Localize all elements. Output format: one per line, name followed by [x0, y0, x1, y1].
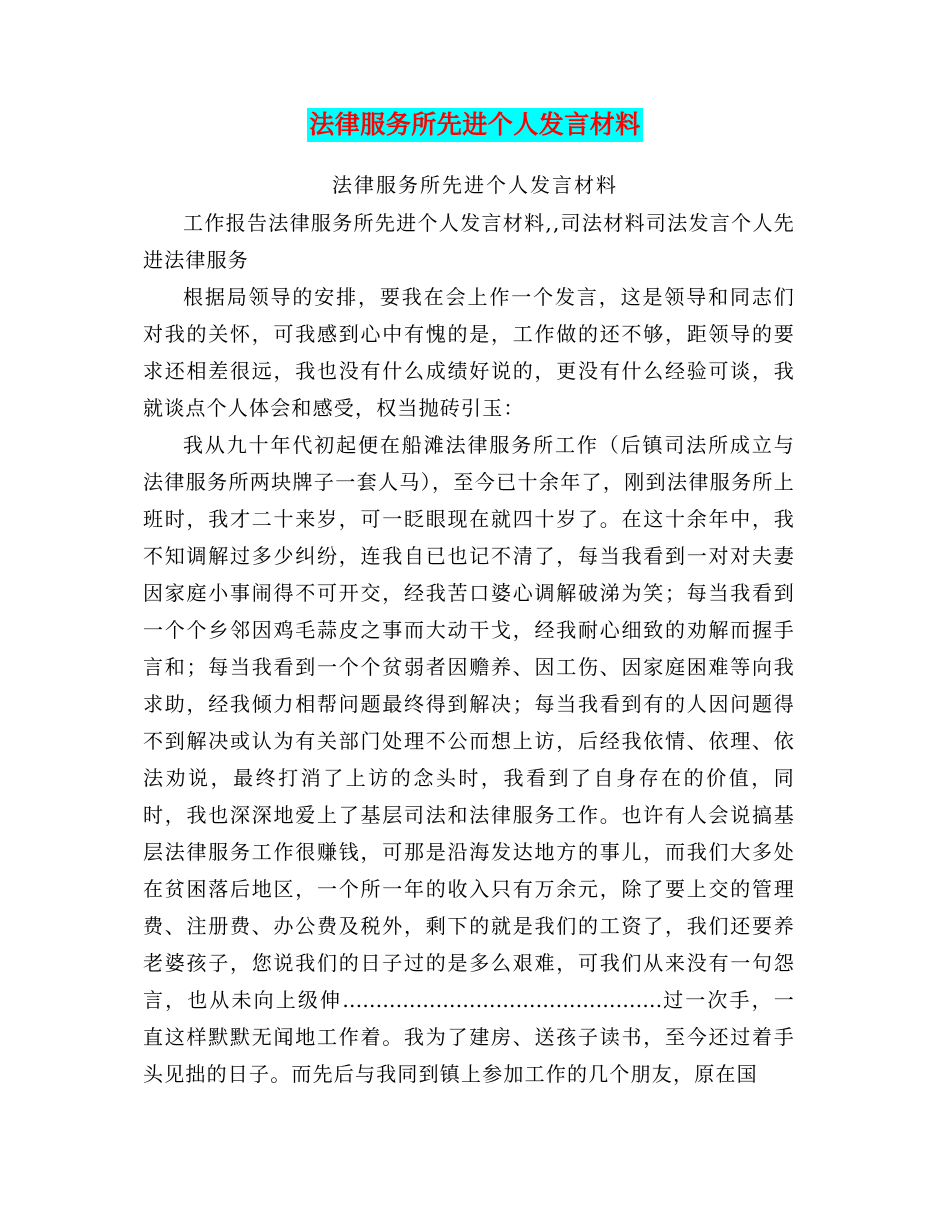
- document-body: [143, 205, 795, 1093]
- document-title: 法律服务所先进个人发言材料: [307, 108, 643, 142]
- paragraph-intro: 根据局领导的安排，要我在会上作一个发言，这是领导和同志们对我的关怀，可我感到心中有愧的是，工作做的还不够，距领导的要求还相差很远，我也没有什么成绩好说的，更没有什么经验可谈，我就谈点个人体会和感受，权当抛砖引玉：: [143, 285, 795, 420]
- leader-dots: …………………………………………: [342, 988, 663, 1012]
- paragraph-experience: [143, 427, 795, 1093]
- paragraph-experience-continued: 过一次手，一直这样默默无闻地工作着。我为了建房、送孩子读书，至今还过着手头见拙的日子。而先后与我同到镇上参加工作的几个朋友，原在国: [143, 988, 795, 1086]
- document-subtitle: 法律服务所先进个人发言材料: [332, 173, 618, 197]
- title-container: [0, 108, 950, 142]
- paragraph-experience-text: 我从九十年代初起便在船滩法律服务所工作（后镇司法所成立与法律服务所两块牌子一套人马），至今已十余年了，刚到法律服务所上班时，我才二十来岁，可一眨眼现在就四十岁了。在这十余年中，我不知调解过多少纠纷，连我自已也记不清了，每当我看到一对对夫妻因家庭小事闹得不可开交，经我苦口婆心调解破涕为笑；每当我看到一个个乡邻因鸡毛蒜皮之事而大动干戈，经我耐心细致的劝解而握手言和；每当我看到一个个贫弱者因赡养、因工伤、因家庭困难等向我求助，经我倾力相帮问题最终得到解决；每当我看到有的人因问题得不到解决或认为有关部门处理不公而想上访，后经我依情、依理、依法劝说，最终打消了上访的念头时，我看到了自身存在的价值，同时，我也深深地爱上了基层司法和法律服务工作。也许有人会说搞基层法律服务工作很赚钱，可那是沿海发达地方的事儿，而我们大多处在贫困落后地区，一个所一年的收入只有万余元，除了要上交的管理费、注册费、办公费及税外，剩下的就是我们的工资了，我们还要养老婆孩子，您说我们的日子过的是多么艰难，可我们从来没有一句怨言，也从未向上级伸: [143, 433, 795, 1012]
- paragraph-keywords: 工作报告法律服务所先进个人发言材料,,司法材料司法发言个人先进法律服务: [143, 211, 795, 272]
